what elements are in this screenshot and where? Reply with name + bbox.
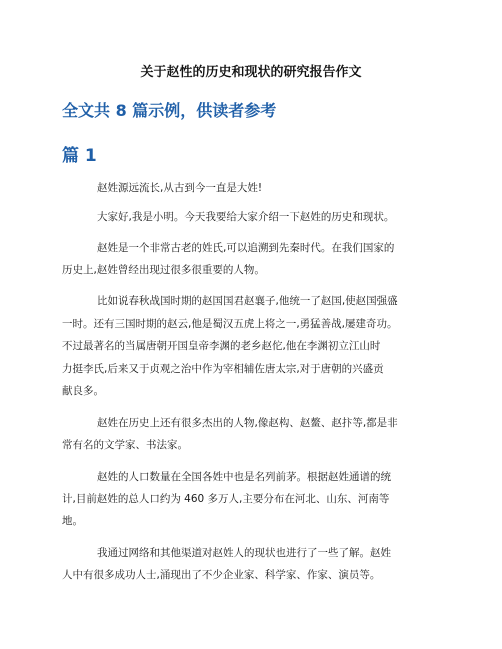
body-line: 常有名的文学家、书法家。 bbox=[62, 439, 188, 451]
body-line: 一时。还有三国时期的赵云,他是蜀汉五虎上将之一,勇猛善战,屡建奇功。 bbox=[62, 318, 398, 330]
body-line: 我通过网络和其他渠道对赵姓人的现状也进行了一些了解。赵姓 bbox=[97, 547, 391, 559]
body-line: 比如说春秋战国时期的赵国国君赵襄子,他统一了赵国,使赵国强盛 bbox=[97, 295, 398, 307]
body-line: 计,目前赵姓的总人口约为 460 多万人,主要分布在河北、山东、河南等 bbox=[62, 493, 390, 505]
body-line: 历史上,赵姓曾经出现过很多很重要的人物。 bbox=[62, 264, 265, 276]
body-line: 赵姓源远流长,从古到今一直是大姓! bbox=[97, 182, 263, 194]
body-line: 力挺李氏,后来又于贞观之治中作为宰相辅佐唐太宗,对于唐朝的兴盛贡 bbox=[62, 363, 384, 375]
body-line: 大家好,我是小明。今天我要给大家介绍一下赵姓的历史和现状。 bbox=[97, 211, 395, 223]
summary-heading: 全文共 8 篇示例，供读者参考 bbox=[62, 101, 277, 120]
body-line: 地。 bbox=[62, 515, 83, 527]
body-line: 赵姓的人口数量在全国各姓中也是名列前茅。根据赵姓通谱的统 bbox=[97, 471, 391, 483]
body-line: 不过最著名的当属唐朝开国皇帝李渊的老乡赵佗,他在李渊初立江山时 bbox=[62, 340, 381, 352]
section-heading: 篇 1 bbox=[62, 146, 97, 166]
body-line: 人中有很多成功人士,涌现出了不少企业家、科学家、作家、演员等。 bbox=[62, 569, 381, 581]
body-line: 献良多。 bbox=[62, 385, 104, 397]
body-line: 赵姓是一个非常古老的姓氏,可以追溯到先秦时代。在我们国家的 bbox=[97, 242, 395, 254]
document-title: 关于赵性的历史和现状的研究报告作文 bbox=[140, 65, 362, 80]
body-line: 赵姓在历史上还有很多杰出的人物,像赵构、赵鳌、赵抃等,都是非 bbox=[97, 417, 398, 429]
